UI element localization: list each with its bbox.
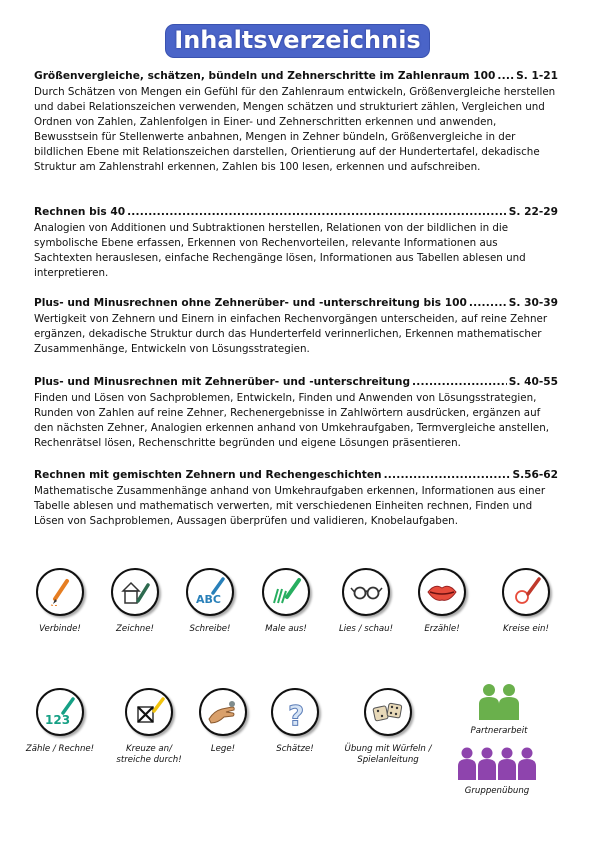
legend-kreuze-an	[112, 688, 186, 766]
hand-icon	[206, 695, 240, 729]
icon-label: Gruppenübung	[464, 786, 530, 796]
question-mark-icon	[278, 695, 312, 729]
red-circle-pencil-icon	[509, 575, 543, 609]
toc-section-1	[34, 70, 558, 175]
legend-verbinde	[30, 568, 90, 635]
legend-lies-schau	[334, 568, 398, 635]
green-coloring-pencil-icon	[269, 575, 303, 609]
svg-text:?: ?	[288, 699, 305, 729]
legend-gruppenuebung	[454, 746, 540, 797]
icon-label: Male aus!	[265, 624, 307, 634]
legend-male-aus	[256, 568, 316, 635]
icon-label: Kreuze an/ streiche durch!	[116, 744, 182, 765]
section-heading	[34, 206, 558, 218]
icon-label: Kreise ein!	[503, 624, 549, 634]
section-text: Mathematische Zusammenhänge anhand von Umkehraufgaben erkennen, Informationen aus einer Tabelle ablesen und mathematisch verwerten, mit verschiedenen Einheiten rechnen, Finden und Lösen von Sachproblemen, Aussagen überprüfen und validieren, Knobelaufgaben.	[34, 485, 546, 527]
abc-pencil-icon	[193, 575, 227, 609]
section-title: Plus- und Minusrechnen ohne Zehnerüber- und -unterschreitung bis 100	[34, 297, 467, 309]
leader-dots	[384, 469, 511, 481]
123-pencil-icon	[43, 695, 77, 729]
toc-section-3	[34, 297, 558, 357]
partner-icon	[474, 682, 524, 720]
icon-label: Verbinde!	[39, 624, 81, 634]
cross-box-icon	[132, 695, 166, 729]
section-heading	[34, 297, 558, 309]
title-container	[0, 25, 595, 57]
section-text: Analogien von Additionen und Subtraktionen herstellen, Relationen von der bildlichen in die symbolische Ebene erfassen, Erkennen von Rechenvorteilen, relevante Informationen aus Sachtexten herauslesen, einfache Rechengänge lösen, Informationen aus Tabellen ablesen und interpretieren.	[34, 222, 526, 279]
icon-label: Übung mit Würfeln / Spielanleitung	[344, 744, 432, 765]
leader-dots	[412, 376, 507, 388]
dice-icon	[371, 695, 405, 729]
section-text: Durch Schätzen von Mengen ein Gefühl für den Zahlenraum entwickeln, Größenvergleiche herstellen und dabei Relationszeichen verwenden, Mengen schätzen und strukturiert zählen, Vergleichen und Ordnen von Zahlen, Zahlenfolgen in Einer- und Zehnerschritten erkennen und anwenden, Bewusstsein für Stellenwerte anbahnen, Mengen in Zehner bündeln, Größenvergleiche in der bildlichen Ebene mit Relationszeichen darstellen, Orientierung auf der Hundertertafel, dekadische Struktur am Zahlenstrahl erkennen, Zahlen bis 100 lesen, erkennen und aufschreiben.	[34, 86, 556, 173]
legend-schreibe	[180, 568, 240, 635]
legend-lege	[193, 688, 253, 755]
legend-partnerarbeit	[462, 682, 536, 737]
leader-dots	[497, 70, 514, 82]
icon-label: Zeichne!	[116, 624, 154, 634]
legend-wuerfel	[338, 688, 438, 766]
legend-zeichne	[105, 568, 165, 635]
section-title: Größenvergleiche, schätzen, bündeln und Zehnerschritte im Zahlenraum 100	[34, 70, 496, 82]
leader-dots	[469, 297, 507, 309]
icon-label: Zähle / Rechne!	[25, 744, 95, 754]
section-pages: S. 22-29	[508, 206, 558, 218]
section-heading	[34, 70, 558, 82]
leader-dots	[127, 206, 507, 218]
icon-label: Schreibe!	[189, 624, 231, 634]
section-text: Wertigkeit von Zehnern und Einern in einfachen Rechenvorgängen unterscheiden, auf reine Zehner ergänzen, dekadische Struktur durch das Hunderterfeld verinnerlichen, Erkennen mathematischer Zusammenhänge, Entwickeln von Lösungsstrategien.	[34, 313, 548, 355]
icon-label: Lies / schau!	[338, 624, 394, 634]
section-title: Rechnen bis 40	[34, 206, 126, 218]
group-icon	[455, 746, 539, 780]
icon-label: Erzähle!	[424, 624, 460, 634]
section-pages: S. 40-55	[508, 376, 558, 388]
section-title: Rechnen mit gemischten Zehnern und Rechengeschichten	[34, 469, 382, 481]
section-heading	[34, 376, 558, 388]
legend-erzaehle	[412, 568, 472, 635]
legend-zaehle-rechne	[22, 688, 98, 755]
icon-label: Lege!	[210, 744, 236, 754]
pencil-house-icon	[118, 575, 152, 609]
section-heading	[34, 469, 558, 481]
toc-section-2	[34, 206, 558, 281]
icon-label: Schätze!	[276, 744, 314, 754]
section-title: Plus- und Minusrechnen mit Zehnerüber- und -unterschreitung	[34, 376, 411, 388]
section-pages: S. 1-21	[516, 70, 558, 82]
toc-section-5	[34, 469, 558, 529]
page-title: Inhaltsverzeichnis	[166, 25, 428, 57]
glasses-icon	[349, 575, 383, 609]
legend-kreise-ein	[496, 568, 556, 635]
svg-text:123: 123	[45, 713, 71, 727]
mouth-icon	[425, 575, 459, 609]
toc-section-4	[34, 376, 558, 451]
svg-text:ABC: ABC	[196, 593, 221, 606]
legend-schaetze	[265, 688, 325, 755]
section-pages: S.56-62	[512, 469, 558, 481]
section-text: Finden und Lösen von Sachproblemen, Entwickeln, Finden und Anwenden von Lösungsstrategien, Runden von Zahlen auf reine Zehner, Rechenergebnisse in Zahlwörtern ausdrücken, ergänzen auf den nächsten Zehner, Analogien erkennen anhand von Umkehraufgaben, Termvergleiche anstellen, Rechenrätsel lösen, Rechenschritte begründen und eigene Lösungen präsentieren.	[34, 392, 550, 449]
section-pages: S. 30-39	[508, 297, 558, 309]
icon-label: Partnerarbeit	[470, 726, 528, 736]
orange-pencil-icon	[43, 575, 77, 609]
